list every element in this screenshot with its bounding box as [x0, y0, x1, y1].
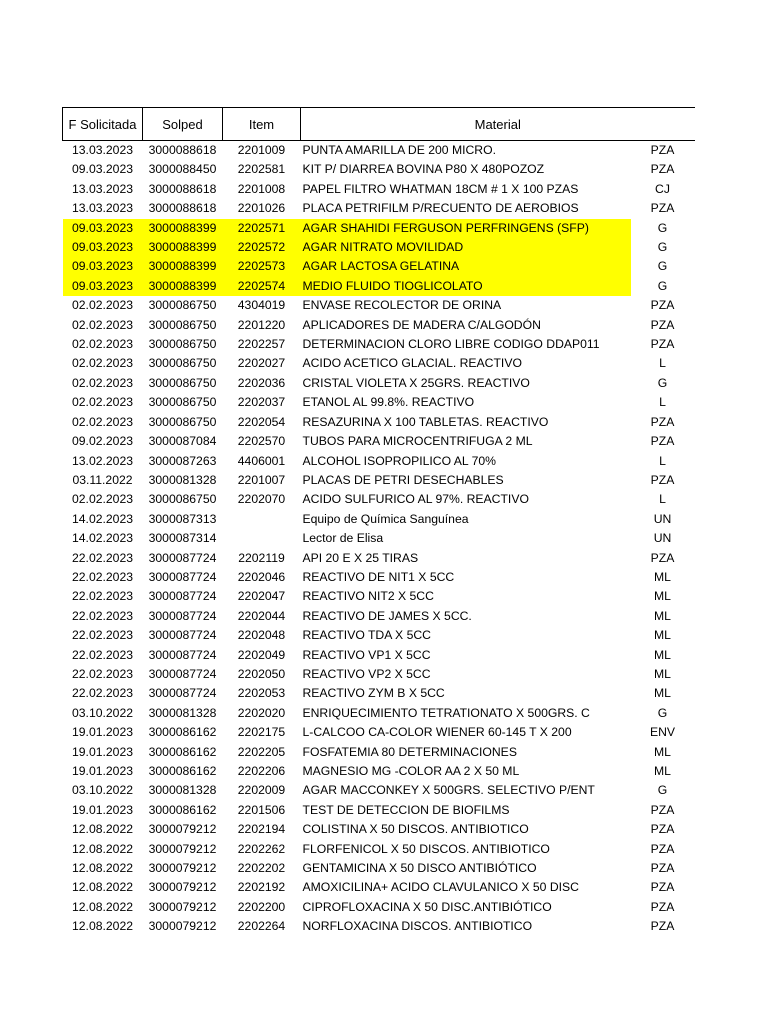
table-row [63, 160, 695, 179]
cell-solped: 3000088450 [148, 162, 217, 177]
cell-unit: G [657, 705, 668, 720]
cell-unit: PZA [650, 337, 675, 352]
materials-table [62, 107, 695, 937]
cell-unit: L [659, 356, 666, 371]
header-solped: Solped [143, 108, 223, 141]
cell-solped: 3000088618 [148, 181, 217, 196]
table-row [63, 878, 695, 897]
cell-material: PAPEL FILTRO WHATMAN 18CM # 1 X 100 PZAS [302, 181, 579, 196]
cell-date: 02.02.2023 [72, 375, 133, 390]
cell-date: 12.08.2022 [72, 899, 133, 914]
cell-solped: 3000086750 [148, 356, 217, 371]
cell-item: 2202048 [237, 628, 286, 643]
cell-material: ENRIQUECIMIENTO TETRATIONATO X 500GRS. C [302, 705, 590, 720]
table-row [63, 568, 695, 587]
cell-material: ALCOHOL ISOPROPILICO AL 70% [302, 453, 496, 468]
cell-item: 2202020 [237, 705, 286, 720]
table-row [63, 684, 695, 703]
table-row [63, 704, 695, 723]
cell-unit: ML [654, 647, 671, 662]
header-item: Item [223, 108, 301, 141]
cell-unit: G [657, 783, 668, 798]
table-row [63, 238, 695, 257]
cell-material: PUNTA AMARILLA DE 200 MICRO. [302, 143, 496, 157]
cell-item: 2202570 [237, 434, 286, 449]
table-row [63, 801, 695, 820]
cell-item: 2202574 [223, 277, 301, 296]
table-row [63, 743, 695, 762]
cell-material: APLICADORES DE MADERA C/ALGODÓN [302, 317, 541, 332]
cell-item: 2202047 [237, 589, 286, 604]
cell-date: 19.01.2023 [72, 725, 133, 740]
cell-solped: 3000088618 [148, 201, 217, 216]
table-row [63, 510, 695, 529]
table-row [63, 316, 695, 335]
cell-solped: 3000086162 [148, 802, 217, 817]
cell-date: 13.03.2023 [72, 181, 133, 196]
cell-material: AGAR NITRATO MOVILIDAD [301, 238, 631, 257]
cell-unit: PZA [650, 414, 675, 429]
cell-unit: PZA [650, 899, 675, 914]
cell-material: REACTIVO VP2 X 5CC [302, 666, 431, 681]
cell-unit: PZA [650, 822, 675, 837]
cell-unit: G [657, 240, 668, 255]
cell-item: 2202257 [237, 337, 286, 352]
cell-solped: 3000087724 [148, 628, 217, 643]
cell-material: Equipo de Química Sanguínea [302, 511, 469, 526]
cell-item: 2202206 [237, 764, 286, 778]
cell-item: 2202049 [237, 647, 286, 662]
cell-material: AGAR SHAHIDI FERGUSON PERFRINGENS (SFP) [301, 219, 631, 238]
cell-unit: L [659, 395, 666, 410]
cell-item: 2202194 [237, 822, 286, 837]
cell-date: 14.02.2023 [72, 531, 133, 546]
cell-solped: 3000087724 [148, 666, 217, 681]
table-row [63, 432, 695, 451]
cell-item [223, 529, 301, 548]
table-row [63, 626, 695, 645]
cell-date: 02.02.2023 [72, 395, 133, 410]
cell-solped: 3000086750 [148, 317, 217, 332]
cell-item: 2201008 [237, 181, 286, 196]
cell-item: 4304019 [237, 298, 286, 313]
cell-solped: 3000087084 [148, 434, 217, 449]
cell-item: 2202050 [237, 666, 286, 681]
cell-item: 2202053 [237, 686, 286, 701]
cell-material: REACTIVO TDA X 5CC [302, 628, 431, 643]
cell-material: AMOXICILINA+ ACIDO CLAVULANICO X 50 DISC [302, 880, 579, 895]
cell-material: MEDIO FLUIDO TIOGLICOLATO [301, 277, 631, 296]
cell-date: 22.02.2023 [72, 550, 133, 565]
cell-material: REACTIVO DE JAMES X 5CC. [302, 608, 472, 623]
cell-solped: 3000087724 [148, 550, 217, 565]
cell-material: AGAR MACCONKEY X 500GRS. SELECTIVO P/ENT [302, 783, 595, 798]
cell-date: 09.03.2023 [63, 238, 143, 257]
cell-solped: 3000087724 [148, 608, 217, 623]
cell-solped: 3000079212 [148, 880, 217, 895]
cell-unit: ENV [649, 725, 676, 740]
table-row [63, 917, 695, 936]
cell-item: 2202175 [237, 725, 286, 740]
cell-unit: PZA [650, 201, 675, 216]
cell-solped: 3000086162 [148, 764, 217, 778]
cell-date: 09.03.2023 [63, 257, 143, 276]
cell-material: ACIDO SULFURICO AL 97%. REACTIVO [302, 492, 529, 507]
cell-solped: 3000081328 [148, 472, 217, 487]
cell-unit: PZA [650, 919, 675, 934]
cell-solped: 3000086750 [148, 375, 217, 390]
cell-unit: ML [654, 686, 671, 701]
cell-unit: G [657, 259, 668, 274]
cell-item: 2201506 [237, 802, 286, 817]
cell-date: 02.02.2023 [72, 337, 133, 352]
cell-solped: 3000086162 [148, 744, 217, 759]
cell-unit: ML [654, 666, 671, 681]
cell-date: 02.02.2023 [72, 414, 133, 429]
cell-material: PLACAS DE PETRI DESECHABLES [302, 472, 504, 487]
cell-unit: G [657, 220, 668, 235]
cell-solped: 3000088399 [143, 277, 223, 296]
cell-item: 2202571 [223, 219, 301, 238]
cell-solped: 3000086750 [148, 337, 217, 352]
cell-date: 13.03.2023 [72, 143, 133, 157]
cell-item: 2202070 [237, 492, 286, 507]
cell-date: 09.03.2023 [72, 162, 133, 177]
table-row [63, 277, 695, 296]
cell-item: 2202027 [237, 356, 286, 371]
table-row [63, 180, 695, 199]
cell-date: 19.01.2023 [72, 744, 133, 759]
cell-item: 2202202 [237, 861, 286, 876]
table-row [63, 219, 695, 238]
cell-material: REACTIVO VP1 X 5CC [302, 647, 431, 662]
cell-item: 2202009 [237, 783, 286, 798]
cell-item: 2202205 [237, 744, 286, 759]
table-row [63, 529, 695, 548]
cell-material: MAGNESIO MG -COLOR AA 2 X 50 ML [302, 764, 520, 778]
table-row [63, 490, 695, 509]
table-row [63, 199, 695, 218]
cell-unit: ML [654, 744, 671, 759]
table-row [63, 607, 695, 626]
cell-date: 12.08.2022 [72, 880, 133, 895]
cell-unit: G [657, 375, 668, 390]
cell-unit: ML [654, 589, 671, 604]
cell-date: 19.01.2023 [72, 764, 133, 778]
table-row [63, 452, 695, 471]
cell-item: 2202264 [237, 919, 286, 934]
cell-material: TEST DE DETECCION DE BIOFILMS [302, 802, 510, 817]
table-row [63, 898, 695, 917]
cell-solped: 3000079212 [148, 841, 217, 856]
header-material: Material [301, 108, 695, 141]
cell-unit: L [659, 492, 666, 507]
cell-material: PLACA PETRIFILM P/RECUENTO DE AEROBIOS [302, 201, 579, 216]
cell-item: 2201220 [237, 317, 286, 332]
table-row [63, 471, 695, 490]
cell-item: 2201007 [237, 472, 286, 487]
cell-unit: UN [653, 531, 672, 546]
cell-material: ENVASE RECOLECTOR DE ORINA [302, 298, 502, 313]
cell-solped: 3000087724 [148, 569, 217, 584]
cell-date: 02.02.2023 [72, 298, 133, 313]
cell-solped: 3000088399 [143, 219, 223, 238]
cell-unit: PZA [650, 550, 675, 565]
cell-material: API 20 E X 25 TIRAS [302, 550, 419, 565]
cell-date: 09.02.2023 [72, 434, 133, 449]
cell-item: 2202262 [237, 841, 286, 856]
cell-date: 02.02.2023 [72, 317, 133, 332]
cell-material: REACTIVO ZYM B X 5CC [302, 686, 445, 701]
cell-material: Lector de Elisa [302, 531, 384, 546]
cell-unit: G [657, 278, 668, 293]
table-row [63, 859, 695, 878]
cell-item: 2202037 [237, 395, 286, 410]
cell-material: REACTIVO DE NIT1 X 5CC [302, 569, 455, 584]
cell-unit: CJ [655, 181, 670, 196]
cell-solped: 3000088399 [143, 257, 223, 276]
cell-solped: 3000087313 [148, 511, 217, 526]
cell-item: 2202581 [237, 162, 286, 177]
cell-item: 2202044 [237, 608, 286, 623]
cell-item: 2202573 [223, 257, 301, 276]
cell-material: FOSFATEMIA 80 DETERMINACIONES [302, 744, 517, 759]
table-row [63, 413, 695, 432]
cell-item: 2202200 [237, 899, 286, 914]
cell-unit: ML [654, 764, 671, 778]
table-row [63, 587, 695, 606]
cell-date: 12.08.2022 [72, 919, 133, 934]
cell-unit: PZA [650, 880, 675, 895]
table-row [63, 393, 695, 412]
cell-solped: 3000081328 [148, 783, 217, 798]
table-row [63, 296, 695, 315]
table-row [63, 840, 695, 859]
spreadsheet [62, 107, 694, 937]
cell-date: 14.02.2023 [72, 511, 133, 526]
cell-date: 22.02.2023 [72, 647, 133, 662]
cell-solped: 3000081328 [148, 705, 217, 720]
table-row [63, 374, 695, 393]
cell-unit: PZA [650, 143, 675, 157]
cell-item: 2201009 [237, 143, 286, 157]
table-row [63, 781, 695, 800]
cell-date: 22.02.2023 [72, 589, 133, 604]
cell-material: ETANOL AL 99.8%. REACTIVO [302, 395, 475, 410]
cell-material: RESAZURINA X 100 TABLETAS. REACTIVO [302, 414, 549, 429]
cell-solped: 3000087724 [148, 647, 217, 662]
cell-unit: PZA [650, 841, 675, 856]
cell-item: 2202572 [223, 238, 301, 257]
header-date: F Solicitada [63, 108, 143, 141]
cell-date: 03.11.2022 [72, 472, 133, 487]
cell-item: 2201026 [237, 201, 286, 216]
cell-date: 19.01.2023 [72, 802, 133, 817]
cell-item: 4406001 [237, 453, 286, 468]
cell-solped: 3000079212 [148, 919, 217, 934]
cell-date: 13.03.2023 [72, 201, 133, 216]
table-row [63, 141, 695, 161]
table-row [63, 820, 695, 839]
cell-solped: 3000087263 [148, 453, 217, 468]
table-row [63, 665, 695, 684]
cell-date: 03.10.2022 [72, 783, 133, 798]
cell-date: 12.08.2022 [72, 822, 133, 837]
cell-date: 02.02.2023 [72, 492, 133, 507]
cell-material: DETERMINACION CLORO LIBRE CODIGO DDAP011 [302, 337, 600, 352]
table-row [63, 549, 695, 568]
cell-material: TUBOS PARA MICROCENTRIFUGA 2 ML [302, 434, 533, 449]
table-row [63, 335, 695, 354]
cell-date: 03.10.2022 [72, 705, 133, 720]
cell-material: AGAR LACTOSA GELATINA [301, 257, 631, 276]
cell-material: CRISTAL VIOLETA X 25GRS. REACTIVO [302, 375, 530, 390]
cell-date: 13.02.2023 [72, 453, 133, 468]
cell-solped: 3000086750 [148, 414, 217, 429]
cell-date: 09.03.2023 [63, 277, 143, 296]
cell-material: GENTAMICINA X 50 DISCO ANTIBIÓTICO [302, 861, 537, 876]
cell-solped: 3000088618 [148, 143, 217, 157]
cell-solped: 3000087724 [148, 589, 217, 604]
cell-item: 2202036 [237, 375, 286, 390]
cell-unit: PZA [650, 317, 675, 332]
table-row [63, 762, 695, 781]
cell-item: 2202046 [237, 569, 286, 584]
cell-solped: 3000086750 [148, 298, 217, 313]
cell-unit: PZA [650, 802, 675, 817]
cell-date: 12.08.2022 [72, 841, 133, 856]
cell-unit: ML [654, 628, 671, 643]
cell-solped: 3000079212 [148, 861, 217, 876]
cell-solped: 3000088399 [143, 238, 223, 257]
table-row [63, 646, 695, 665]
cell-material: CIPROFLOXACINA X 50 DISC.ANTIBIÓTICO [302, 899, 552, 914]
cell-material: KIT P/ DIARREA BOVINA P80 X 480POZOZ [302, 162, 545, 177]
cell-unit: PZA [650, 298, 675, 313]
table-row [63, 354, 695, 373]
cell-date: 12.08.2022 [72, 861, 133, 876]
cell-material: COLISTINA X 50 DISCOS. ANTIBIOTICO [302, 822, 529, 837]
cell-solped: 3000087314 [148, 531, 217, 546]
cell-unit: PZA [650, 861, 675, 876]
cell-date: 22.02.2023 [72, 686, 133, 701]
cell-item: 2202192 [237, 880, 286, 895]
cell-item [223, 510, 301, 529]
cell-date: 22.02.2023 [72, 628, 133, 643]
cell-date: 09.03.2023 [63, 219, 143, 238]
table-body [63, 141, 695, 937]
header-row [63, 108, 695, 141]
cell-date: 22.02.2023 [72, 569, 133, 584]
cell-solped: 3000086162 [148, 725, 217, 740]
table-row [63, 257, 695, 276]
cell-solped: 3000086750 [148, 492, 217, 507]
cell-date: 02.02.2023 [72, 356, 133, 371]
cell-item: 2202119 [238, 550, 285, 565]
cell-material: NORFLOXACINA DISCOS. ANTIBIOTICO [302, 919, 533, 934]
cell-solped: 3000086750 [148, 395, 217, 410]
cell-unit: ML [654, 608, 671, 623]
cell-unit: ML [654, 569, 671, 584]
cell-solped: 3000079212 [148, 822, 217, 837]
cell-date: 22.02.2023 [72, 608, 133, 623]
cell-unit: L [659, 453, 666, 468]
cell-item: 2202054 [237, 414, 286, 429]
cell-unit: PZA [650, 472, 675, 487]
cell-solped: 3000087724 [148, 686, 217, 701]
table-row [63, 723, 695, 742]
cell-material: REACTIVO NIT2 X 5CC [302, 589, 434, 604]
cell-material: FLORFENICOL X 50 DISCOS. ANTIBIOTICO [302, 841, 550, 856]
cell-material: ACIDO ACETICO GLACIAL. REACTIVO [302, 356, 522, 371]
cell-solped: 3000079212 [148, 899, 217, 914]
cell-unit: PZA [650, 162, 675, 177]
cell-date: 22.02.2023 [72, 666, 133, 681]
cell-material: L-CALCOO CA-COLOR WIENER 60-145 T X 200 [302, 725, 572, 740]
cell-unit: PZA [650, 434, 675, 449]
cell-unit: UN [653, 511, 672, 526]
